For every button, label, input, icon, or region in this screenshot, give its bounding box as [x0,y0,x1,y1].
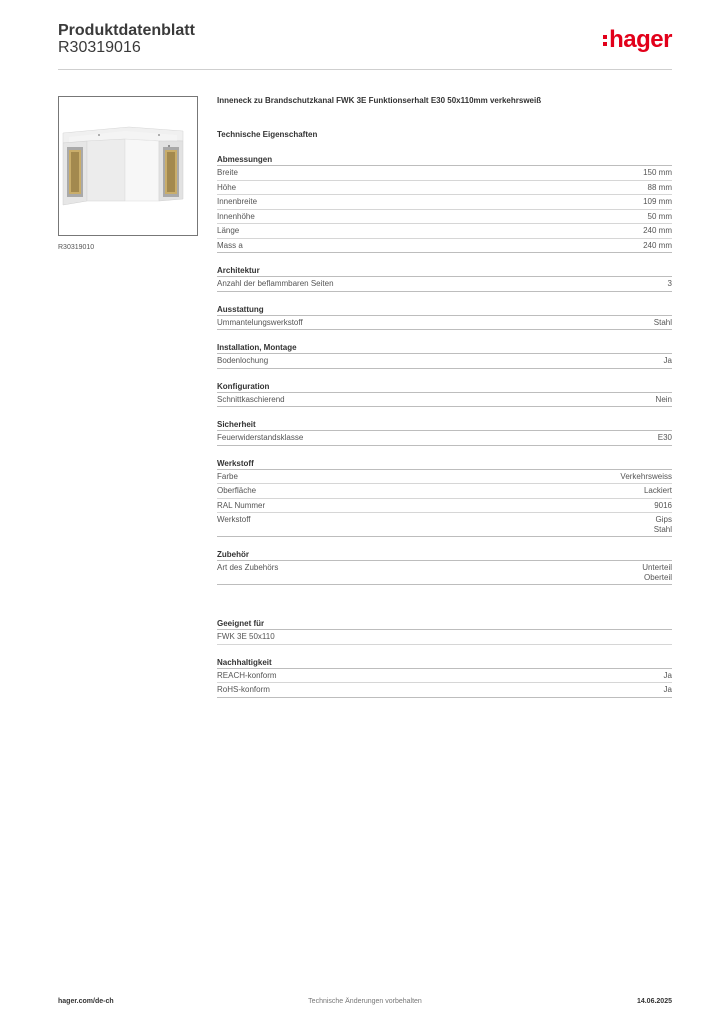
property-row [217,561,672,585]
product-number: R30319016 [58,39,141,56]
suitable-for-row [217,630,672,645]
property-label: Innenhöhe [217,211,255,221]
footer-date: 14.06.2025 [636,998,672,1005]
sustainability-row [217,669,672,684]
suitable-for-group [217,619,672,645]
group-title: Sicherheit [217,420,672,431]
sustainability-row [217,683,672,698]
property-label: Anzahl der beflammbaren Seiten [217,279,334,288]
sustainability-title: Nachhaltigkeit [217,658,672,669]
property-group [217,382,672,408]
property-row [217,393,672,408]
property-label: Bodenlochung [217,356,269,365]
property-row [217,316,672,331]
property-value: 88 mm [647,182,672,192]
property-value: 240 mm [643,226,672,235]
property-value: Ja [663,685,672,694]
product-image [58,96,198,236]
group-title: Werkstoff [217,459,672,470]
property-value: 109 mm [643,197,672,206]
property-value: E30 [657,433,672,442]
suitable-for-title: Geeignet für [217,619,672,630]
property-value: 9016 [654,500,672,510]
property-row [217,277,672,292]
property-label: Oberfläche [217,486,257,495]
property-row [217,499,672,514]
property-label: Mass a [217,240,243,250]
property-group [217,550,672,585]
property-row [217,470,672,485]
property-label: Innenbreite [217,197,258,206]
property-row [217,166,672,181]
property-value: 50 mm [647,211,672,221]
group-title: Abmessungen [217,155,672,166]
property-group [217,266,672,292]
property-label: Länge [217,226,240,235]
property-row [217,354,672,369]
property-value: Ja [663,356,672,365]
property-value: Nein [655,394,672,404]
property-label: Farbe [217,471,238,481]
suitable-for-value: FWK 3E 50x110 [217,632,275,641]
property-groups [217,155,672,585]
page-header [58,22,672,70]
property-value: 240 mm [643,240,672,250]
property-value: Lackiert [643,486,672,495]
property-row [217,431,672,446]
property-row [217,224,672,239]
property-label: REACH-konform [217,670,277,680]
product-photo-icon [59,97,198,236]
group-title: Zubehör [217,550,672,561]
property-label: Ummantelungswerkstoff [217,317,303,327]
property-value: 150 mm [643,168,672,177]
property-label: RoHS-konform [217,685,270,694]
property-value: 3 [667,279,672,288]
property-row [217,195,672,210]
property-row [217,513,672,537]
property-value: Gips Stahl [653,515,672,534]
property-group [217,459,672,538]
property-value: Stahl [653,317,672,327]
property-label: Werkstoff [217,515,251,524]
property-label: Höhe [217,182,237,192]
property-row [217,484,672,499]
logo-dots-icon [603,35,607,46]
group-title: Ausstattung [217,305,672,316]
property-row [217,181,672,196]
property-row [217,239,672,254]
property-group [217,343,672,369]
hager-logo [603,28,672,52]
group-title: Architektur [217,266,672,277]
property-label: Art des Zubehörs [217,563,279,572]
group-title: Installation, Montage [217,343,672,354]
logo-text: hager [609,26,672,53]
image-caption: R30319010 [58,244,95,251]
property-label: Feuerwiderstandsklasse [217,433,304,442]
footer-disclaimer: Technische Änderungen vorbehalten [308,998,422,1005]
property-value: Unterteil Oberteil [642,563,672,582]
property-label: Schnittkaschierend [217,394,285,404]
property-group [217,305,672,331]
property-value: Ja [663,670,672,680]
product-details [217,96,672,698]
product-name: Inneneck zu Brandschutzkanal FWK 3E Funktionserhalt E30 50x110mm verkehrsweiß [217,96,542,105]
property-value: Verkehrsweiss [620,471,672,481]
property-group [217,420,672,446]
property-label: Breite [217,168,238,177]
property-label: RAL Nummer [217,500,266,510]
technical-properties-heading: Technische Eigenschaften [217,130,318,139]
sustainability-group [217,658,672,698]
group-title: Konfiguration [217,382,672,393]
property-row [217,210,672,225]
footer-website: hager.com/de-ch [58,998,114,1005]
property-group [217,155,672,253]
document-title: Produktdatenblatt [58,22,195,39]
